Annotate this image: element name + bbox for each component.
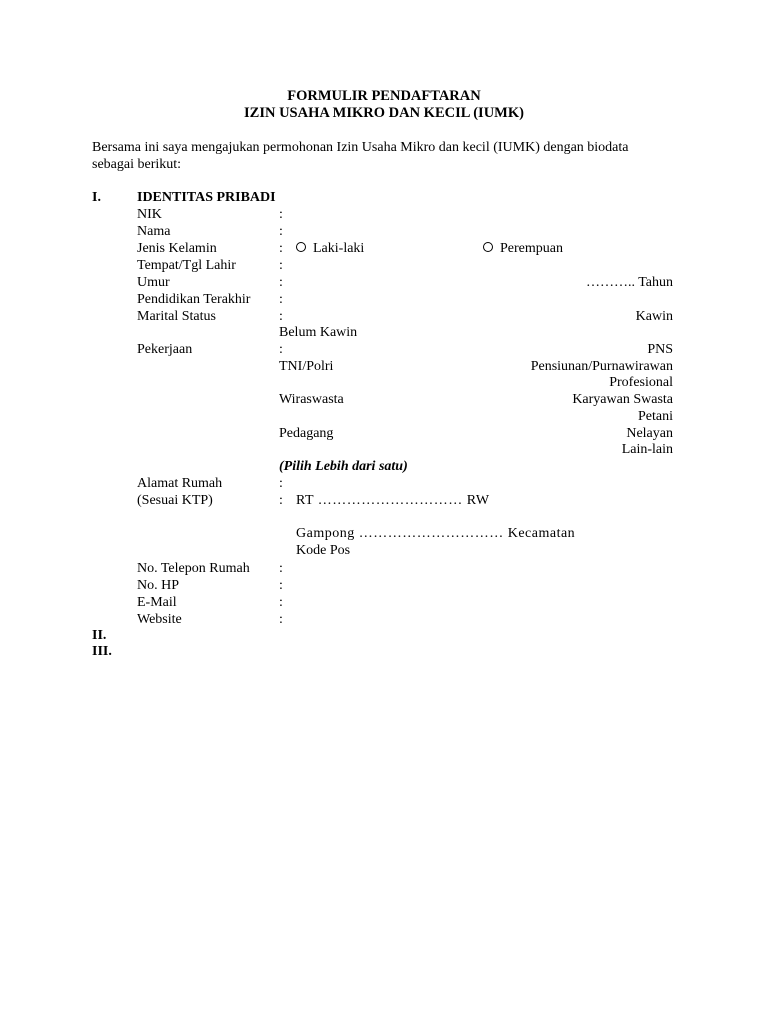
address-kode-pos-field[interactable]: Kode Pos — [296, 543, 351, 558]
pekerjaan-option-nelayan[interactable]: Nelayan — [626, 426, 673, 441]
label-email: E-Mail — [137, 595, 177, 610]
pekerjaan-option-wiraswasta[interactable]: Wiraswasta — [279, 392, 344, 407]
label-marital-status: Marital Status — [137, 309, 216, 324]
label-sesuai-ktp: (Sesuai KTP) — [137, 493, 213, 508]
marital-option-belum-kawin[interactable]: Belum Kawin — [279, 325, 358, 340]
label-tempat-tgl-lahir: Tempat/Tgl Lahir — [137, 258, 236, 273]
label-website: Website — [137, 612, 182, 627]
gender-option-perempuan[interactable] — [483, 240, 563, 257]
pilih-lebih-note: (Pilih Lebih dari satu) — [279, 459, 408, 474]
colon-jenis-kelamin: : — [279, 241, 283, 256]
label-nik: NIK — [137, 207, 162, 222]
colon-email: : — [279, 595, 283, 610]
address-rt-rw-field[interactable]: RT ………………………… RW — [296, 493, 490, 508]
label-no-hp: No. HP — [137, 578, 180, 593]
address-gampong-kecamatan-field[interactable]: Gampong ………………………… Kecamatan — [296, 526, 576, 541]
gender-option-label: Laki-laki — [313, 241, 365, 256]
pekerjaan-option-pedagang[interactable]: Pedagang — [279, 426, 334, 441]
colon-pekerjaan: : — [279, 342, 283, 357]
intro-line1: Bersama ini saya mengajukan permohonan Izin Usaha Mikro dan kecil (IUMK) dengan biodata — [92, 140, 629, 155]
colon-nama: : — [279, 224, 283, 239]
section1-heading: IDENTITAS PRIBADI — [137, 190, 276, 205]
label-alamat-rumah: Alamat Rumah — [137, 476, 223, 491]
radio-circle-icon — [296, 242, 306, 252]
colon-tempat-tgl-lahir: : — [279, 258, 283, 273]
pekerjaan-option-profesional[interactable]: Profesional — [609, 375, 673, 390]
label-nama: Nama — [137, 224, 171, 239]
intro-line2: sebagai berikut: — [92, 157, 182, 172]
gender-option-label: Perempuan — [500, 241, 563, 256]
colon-pendidikan: : — [279, 292, 283, 307]
marital-option-kawin[interactable]: Kawin — [635, 309, 673, 324]
colon-hp: : — [279, 578, 283, 593]
label-umur: Umur — [137, 275, 170, 290]
label-telepon-rumah: No. Telepon Rumah — [137, 561, 250, 576]
section2-number: II. — [92, 628, 107, 643]
colon-website: : — [279, 612, 283, 627]
label-jenis-kelamin: Jenis Kelamin — [137, 241, 217, 256]
section3-number: III. — [92, 644, 112, 659]
label-pekerjaan: Pekerjaan — [137, 342, 193, 357]
label-pendidikan: Pendidikan Terakhir — [137, 292, 251, 307]
gender-option-laki-laki[interactable] — [296, 240, 364, 257]
colon-sesuai-ktp: : — [279, 493, 283, 508]
form-title-line2: IZIN USAHA MIKRO DAN KECIL (IUMK) — [244, 105, 524, 121]
pekerjaan-option-pns[interactable]: PNS — [647, 342, 673, 357]
umur-tahun-field[interactable]: ……….. Tahun — [585, 275, 673, 290]
colon-alamat: : — [279, 476, 283, 491]
pekerjaan-option-tni-polri[interactable]: TNI/Polri — [279, 359, 334, 374]
radio-circle-icon — [483, 242, 493, 252]
pekerjaan-option-lain-lain[interactable]: Lain-lain — [621, 442, 673, 457]
colon-umur: : — [279, 275, 283, 290]
colon-nik: : — [279, 207, 283, 222]
colon-telepon: : — [279, 561, 283, 576]
form-title-line1: FORMULIR PENDAFTARAN — [287, 88, 481, 104]
pekerjaan-option-pensiunan[interactable]: Pensiunan/Purnawirawan — [530, 359, 673, 374]
section1-number: I. — [92, 190, 101, 205]
pekerjaan-option-petani[interactable]: Petani — [638, 409, 673, 424]
colon-marital: : — [279, 309, 283, 324]
pekerjaan-option-karyawan-swasta[interactable]: Karyawan Swasta — [572, 392, 673, 407]
